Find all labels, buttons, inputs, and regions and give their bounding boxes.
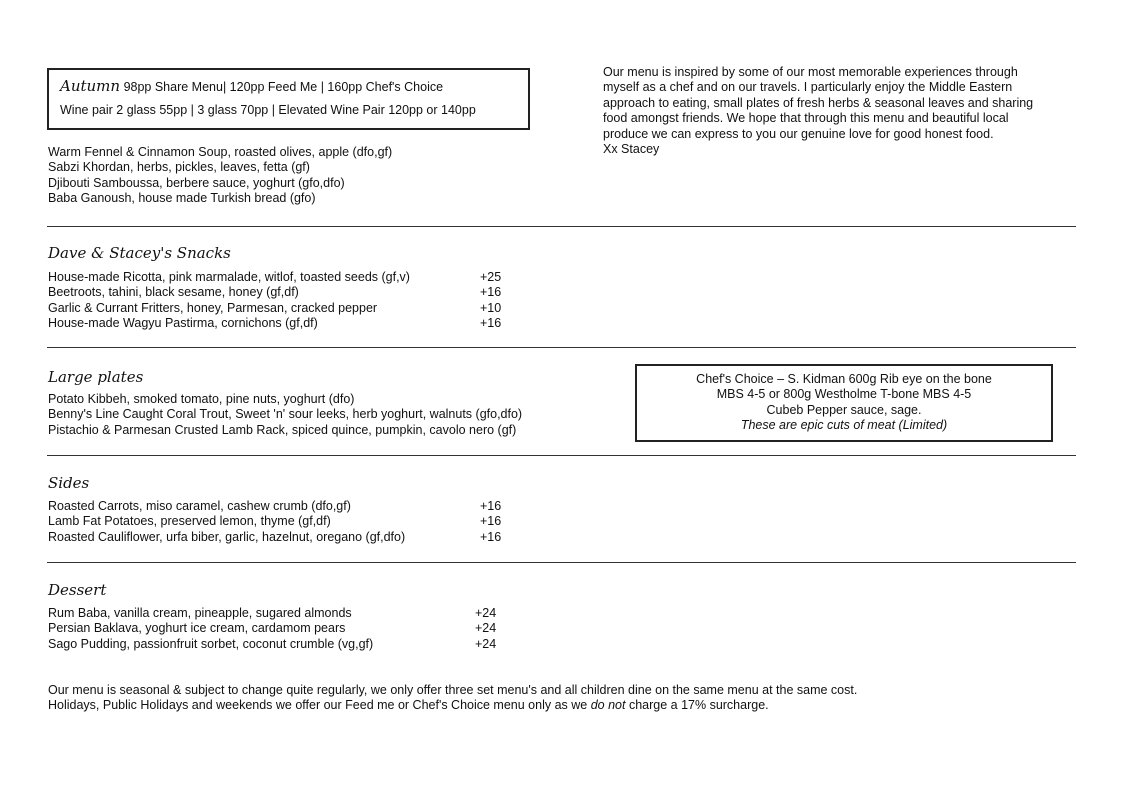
- chefs-choice-line: MBS 4-5 or 800g Westholme T-bone MBS 4-5: [716, 387, 972, 402]
- item-name: Roasted Carrots, miso caramel, cashew crumb (dfo,gf): [48, 499, 351, 513]
- intro-note-line: approach to eating, small plates of fresh herbs & seasonal leaves and sharing: [603, 95, 1034, 110]
- item-name: Beetroots, tahini, black sesame, honey (gf,df): [48, 285, 299, 300]
- divider: [47, 226, 1076, 227]
- item-price: +16: [480, 285, 502, 300]
- chefs-choice-text: [637, 372, 1051, 434]
- item-price: +16: [480, 499, 502, 513]
- share-menu-title: Autumn: [60, 77, 121, 95]
- item-price: +24: [475, 606, 497, 620]
- share-menu-prices: 98pp Share Menu| 120pp Feed Me | 160pp Chef's Choice: [123, 80, 444, 94]
- item-name: Sago Pudding, passionfruit sorbet, coconut crumble (vg,gf): [48, 636, 374, 651]
- dessert-list: [48, 606, 528, 652]
- large-plates-title: Large plates: [48, 368, 144, 386]
- item-price: +10: [480, 300, 502, 315]
- list-item: Djibouti Samboussa, berbere sauce, yoghurt (gfo,dfo): [48, 175, 345, 190]
- list-item: Baba Ganoush, house made Turkish bread (gfo): [48, 191, 316, 206]
- chefs-choice-note: These are epic cuts of meat (Limited): [740, 418, 948, 433]
- dessert-title: Dessert: [48, 581, 107, 599]
- intro-note-line: food amongst friends. We hope that through this menu and beautiful local: [603, 111, 1009, 126]
- list-item: [48, 606, 528, 621]
- divider: [47, 562, 1076, 563]
- chefs-choice-box: [635, 364, 1053, 442]
- list-item: Potato Kibbeh, smoked tomato, pine nuts, yoghurt (dfo): [48, 392, 355, 406]
- footer-line: [48, 698, 857, 713]
- list-item: Warm Fennel & Cinnamon Soup, roasted olives, apple (dfo,gf): [48, 145, 393, 159]
- footer-line: Our menu is seasonal & subject to change quite regularly, we only offer three set menu's and all children dine on the same menu at the same cost.: [48, 683, 858, 697]
- list-item: Benny's Line Caught Coral Trout, Sweet 'n' sour leeks, herb yoghurt, walnuts (gfo,dfo): [48, 407, 523, 422]
- item-name: Rum Baba, vanilla cream, pineapple, sugared almonds: [48, 606, 352, 620]
- intro-note-line: produce we can express to you our genuine love for good honest food.: [603, 126, 994, 141]
- item-name: Lamb Fat Potatoes, preserved lemon, thyme (gf,df): [48, 514, 331, 529]
- item-price: +24: [475, 621, 497, 636]
- item-name: House-made Ricotta, pink marmalade, witlof, toasted seeds (gf,v): [48, 270, 410, 284]
- item-name: Garlic & Currant Fritters, honey, Parmesan, cracked pepper: [48, 300, 378, 315]
- item-name: Roasted Cauliflower, urfa biber, garlic, hazelnut, oregano (gf,dfo): [48, 529, 406, 544]
- list-item: [48, 621, 528, 636]
- footer-text: Holidays, Public Holidays and weekends we offer our Feed me or Chef's Choice menu only as we: [48, 698, 591, 713]
- list-item: Sabzi Khordan, herbs, pickles, leaves, fetta (gf): [48, 160, 310, 175]
- wine-pair-line: Wine pair 2 glass 55pp | 3 glass 70pp | Elevated Wine Pair 120pp or 140pp: [60, 103, 476, 117]
- item-name: House-made Wagyu Pastirma, cornichons (gf,df): [48, 316, 318, 331]
- divider: [47, 347, 1076, 348]
- list-item: [48, 316, 528, 331]
- share-menu-box: [47, 68, 530, 130]
- intro-note-line: myself as a chef and on our travels. I particularly enjoy the Middle Eastern: [603, 80, 1013, 95]
- list-item: [48, 285, 528, 300]
- list-item: [48, 270, 528, 285]
- item-price: +16: [480, 316, 502, 331]
- list-item: [48, 514, 528, 529]
- sides-title: Sides: [48, 474, 90, 492]
- divider: [47, 455, 1076, 456]
- sides-list: [48, 499, 528, 545]
- list-item: [48, 530, 528, 545]
- intro-note-line: Our menu is inspired by some of our most memorable experiences through: [603, 65, 1018, 79]
- intro-items-list: [48, 145, 392, 207]
- footer-text: charge a 17% surcharge.: [625, 698, 769, 713]
- list-item: [48, 301, 528, 316]
- signature: Xx Stacey: [603, 142, 660, 157]
- footer: [48, 683, 857, 714]
- item-price: +24: [475, 636, 497, 651]
- list-item: [48, 499, 528, 514]
- list-item: Pistachio & Parmesan Crusted Lamb Rack, spiced quince, pumpkin, cavolo nero (gf): [48, 422, 517, 437]
- snacks-title: Dave & Stacey's Snacks: [48, 244, 231, 262]
- snacks-list: [48, 270, 528, 332]
- share-menu-line1: [60, 79, 443, 95]
- chefs-choice-line: Chef's Choice – S. Kidman 600g Rib eye on the bone: [696, 372, 992, 386]
- large-plates-list: [48, 392, 522, 438]
- item-name: Persian Baklava, yoghurt ice cream, cardamom pears: [48, 621, 346, 636]
- item-price: +16: [480, 514, 502, 529]
- chefs-choice-line: Cubeb Pepper sauce, sage.: [766, 402, 922, 417]
- item-price: +25: [480, 270, 502, 284]
- footer-emphasis: do not: [590, 698, 626, 713]
- list-item: [48, 637, 528, 652]
- intro-note: [603, 65, 1033, 157]
- item-price: +16: [480, 529, 502, 544]
